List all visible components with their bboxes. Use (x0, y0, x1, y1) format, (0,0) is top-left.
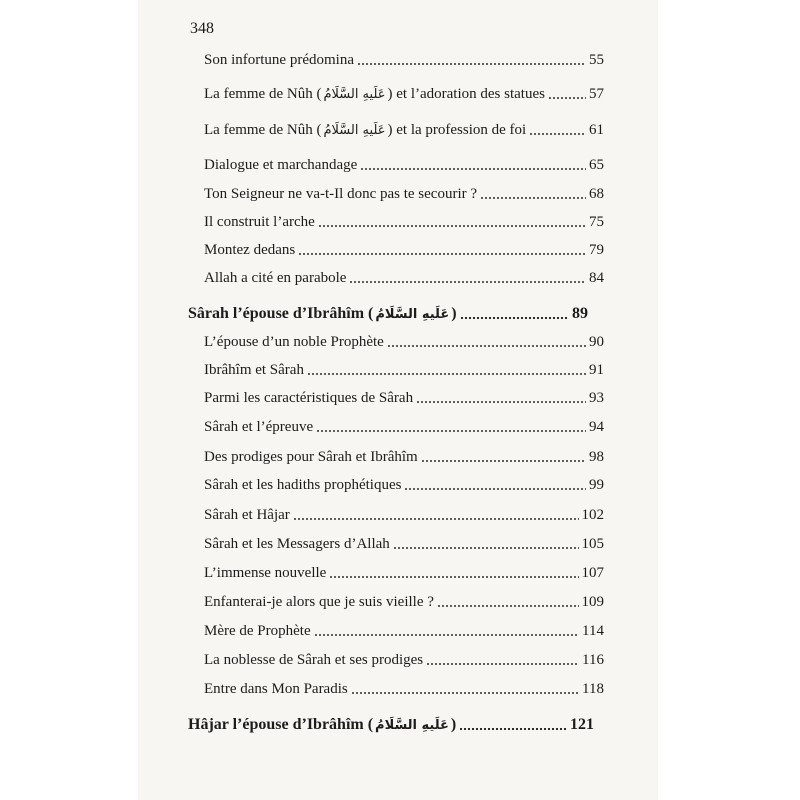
toc-entry (204, 623, 604, 640)
toc-page-number: 61 (589, 122, 604, 138)
toc-entry (204, 52, 604, 69)
arabic-honorific: عَلَيهِ السَّلَامُ (323, 123, 386, 138)
toc-entry-title: L’immense nouvelle (204, 565, 327, 581)
toc-entry-title: La noblesse de Sârah et ses prodiges (204, 652, 424, 668)
toc-page-number: 98 (589, 449, 604, 465)
toc-entry-title: Sârah et les Messagers d’Allah (204, 536, 390, 552)
dot-leader (298, 253, 586, 255)
dot-leader (480, 197, 586, 199)
toc-entry-title-continued: ) (450, 716, 457, 733)
dot-leader (387, 345, 586, 347)
toc-entry-title-continued: ) et l’adoration des statues (387, 86, 545, 102)
toc-page-number: 89 (572, 305, 588, 322)
toc-entry (204, 507, 604, 524)
dot-leader (421, 460, 586, 462)
toc-page-number: 116 (582, 652, 604, 668)
dot-leader (329, 576, 578, 578)
arabic-honorific: عَلَيهِ السَّلَامُ (375, 307, 450, 322)
toc-page-number: 84 (589, 270, 604, 286)
dot-leader (293, 518, 579, 520)
dot-leader (437, 605, 579, 607)
dot-leader (426, 663, 579, 665)
toc-entry-title-continued: ) et la profession de foi (387, 122, 527, 138)
book-page (138, 0, 658, 800)
toc-entry-title: La femme de Nûh ( (204, 86, 322, 102)
arabic-honorific: عَلَيهِ السَّلَامُ (323, 87, 386, 102)
dot-leader (416, 401, 586, 403)
toc-page-number: 57 (589, 86, 604, 102)
toc-page-number: 99 (589, 477, 604, 493)
toc-page-number: 55 (589, 52, 604, 68)
dot-leader (529, 133, 586, 135)
toc-page-number: 94 (589, 419, 604, 435)
toc-entry-title: Il construit l’arche (204, 214, 315, 230)
toc-page-number: 93 (589, 390, 604, 406)
toc-page-number: 105 (581, 536, 604, 552)
dot-leader (460, 317, 569, 319)
toc-page-number: 102 (581, 507, 604, 523)
dot-leader (349, 281, 586, 283)
toc-entry (204, 270, 604, 287)
toc-entry (204, 86, 604, 103)
dot-leader (316, 430, 586, 432)
toc-page-number: 114 (582, 623, 604, 639)
toc-entry-title: La femme de Nûh ( (204, 122, 322, 138)
toc-entry (204, 594, 604, 611)
toc-entry-title: Dialogue et marchandage (204, 157, 358, 173)
toc-page-number: 109 (581, 594, 604, 610)
toc-entry-title: Montez dedans (204, 242, 296, 258)
dot-leader (360, 168, 586, 170)
toc-page-number: 118 (582, 681, 604, 697)
table-of-contents (138, 0, 658, 800)
toc-entry (204, 334, 604, 351)
toc-entry-title: Son infortune prédomina (204, 52, 354, 68)
toc-entry (204, 565, 604, 582)
toc-page-number: 121 (570, 716, 594, 733)
toc-entry-title: Sârah et les hadiths prophétiques (204, 477, 402, 493)
toc-entry-title: Mère de Prophète (204, 623, 311, 639)
dot-leader (318, 225, 586, 227)
toc-entry (204, 449, 604, 466)
toc-entry-title: Sârah et Hâjar (204, 507, 290, 523)
toc-entry-title: Ton Seigneur ne va-t-Il donc pas te secourir ? (204, 186, 478, 202)
toc-page-number: 90 (589, 334, 604, 350)
arabic-honorific: عَلَيهِ السَّلَامُ (375, 718, 449, 733)
toc-page-number: 107 (581, 565, 604, 581)
dot-leader (351, 692, 579, 694)
toc-entry (204, 214, 604, 231)
toc-page-number: 79 (589, 242, 604, 258)
toc-entry-title: Allah a cité en parabole (204, 270, 347, 286)
toc-entry-title: Hâjar l’épouse d’Ibrâhîm ( (188, 716, 374, 733)
dot-leader (459, 728, 567, 730)
dot-leader (548, 97, 586, 99)
toc-page-number: 91 (589, 362, 604, 378)
toc-entry (204, 362, 604, 379)
toc-entry-title: Des prodiges pour Sârah et Ibrâhîm (204, 449, 418, 465)
toc-page-number: 68 (589, 186, 604, 202)
dot-leader (357, 63, 586, 65)
toc-entry (204, 157, 604, 174)
toc-entry (204, 536, 604, 553)
toc-entry-title: Entre dans Mon Paradis (204, 681, 348, 697)
toc-page-number: 65 (589, 157, 604, 173)
page-number: 348 (190, 20, 214, 37)
toc-entry (204, 681, 604, 698)
toc-entry-title: Enfanterai-je alors que je suis vieille ? (204, 594, 434, 610)
toc-entry (204, 242, 604, 259)
toc-entry (204, 652, 604, 669)
toc-entry-title: Sârah l’épouse d’Ibrâhîm ( (188, 305, 374, 322)
toc-entry (204, 419, 604, 436)
toc-entry-title: Sârah et l’épreuve (204, 419, 314, 435)
toc-entry-title: Parmi les caractéristiques de Sârah (204, 390, 414, 406)
toc-entry-title: L’épouse d’un noble Prophète (204, 334, 384, 350)
toc-entry-title-continued: ) (451, 305, 457, 322)
toc-entry (204, 122, 604, 139)
toc-chapter-entry (188, 305, 588, 323)
toc-chapter-entry (188, 716, 594, 734)
toc-page-number: 75 (589, 214, 604, 230)
dot-leader (314, 634, 579, 636)
dot-leader (307, 373, 586, 375)
dot-leader (404, 488, 586, 490)
toc-entry-title: Ibrâhîm et Sârah (204, 362, 304, 378)
toc-entry (204, 186, 604, 203)
toc-entry (204, 477, 604, 494)
dot-leader (393, 547, 579, 549)
toc-entry (204, 390, 604, 407)
